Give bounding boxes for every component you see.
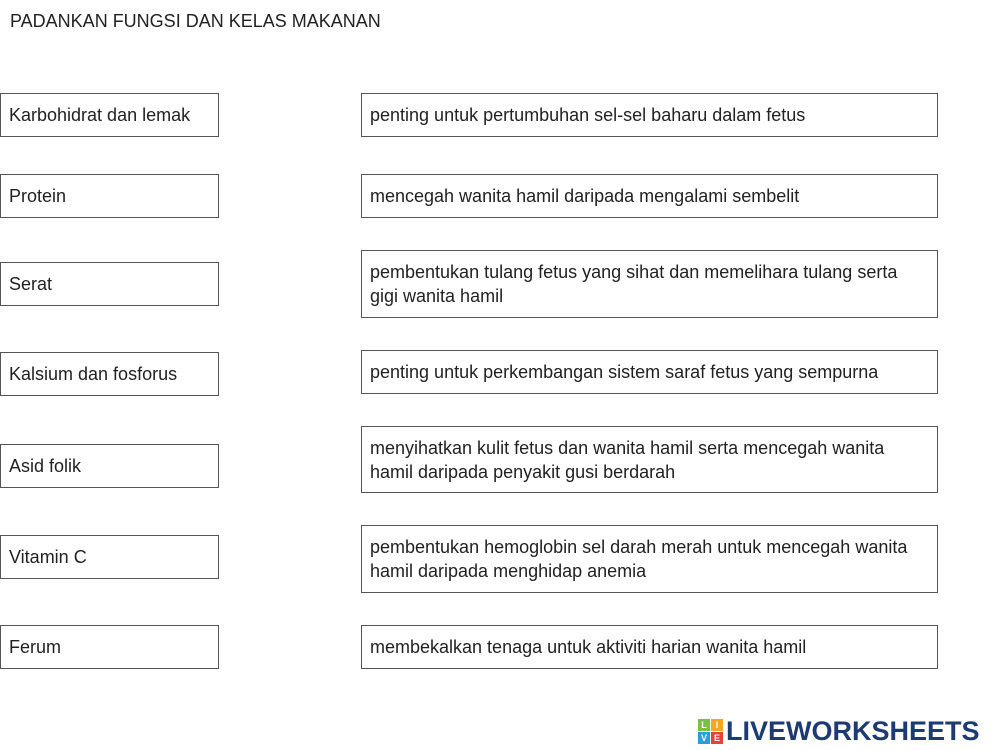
function-box[interactable]: mencegah wanita hamil daripada mengalami sembelit (361, 174, 938, 218)
liveworksheets-logo (698, 716, 980, 747)
function-box[interactable]: penting untuk perkembangan sistem saraf fetus yang sempurna (361, 350, 938, 394)
logo-block: I (711, 719, 723, 731)
food-class-box[interactable]: Karbohidrat dan lemak (0, 93, 219, 137)
function-box[interactable]: penting untuk pertumbuhan sel-sel baharu dalam fetus (361, 93, 938, 137)
food-class-box[interactable]: Kalsium dan fosforus (0, 352, 219, 396)
food-class-box[interactable]: Asid folik (0, 444, 219, 488)
food-class-box[interactable]: Protein (0, 174, 219, 218)
logo-block: V (698, 732, 710, 744)
food-class-box[interactable]: Serat (0, 262, 219, 306)
logo-block: E (711, 732, 723, 744)
function-box[interactable]: pembentukan tulang fetus yang sihat dan memelihara tulang serta gigi wanita hamil (361, 250, 938, 318)
function-box[interactable]: pembentukan hemoglobin sel darah merah untuk mencegah wanita hamil daripada menghidap anemia (361, 525, 938, 593)
function-box[interactable]: menyihatkan kulit fetus dan wanita hamil serta mencegah wanita hamil daripada penyakit gusi berdarah (361, 426, 938, 493)
food-class-box[interactable]: Ferum (0, 625, 219, 669)
logo-block: L (698, 719, 710, 731)
function-box[interactable]: membekalkan tenaga untuk aktiviti harian wanita hamil (361, 625, 938, 669)
food-class-box[interactable]: Vitamin C (0, 535, 219, 579)
live-blocks-icon (698, 719, 723, 744)
page-title: PADANKAN FUNGSI DAN KELAS MAKANAN (10, 11, 381, 31)
logo-text: LIVEWORKSHEETS (726, 716, 980, 746)
